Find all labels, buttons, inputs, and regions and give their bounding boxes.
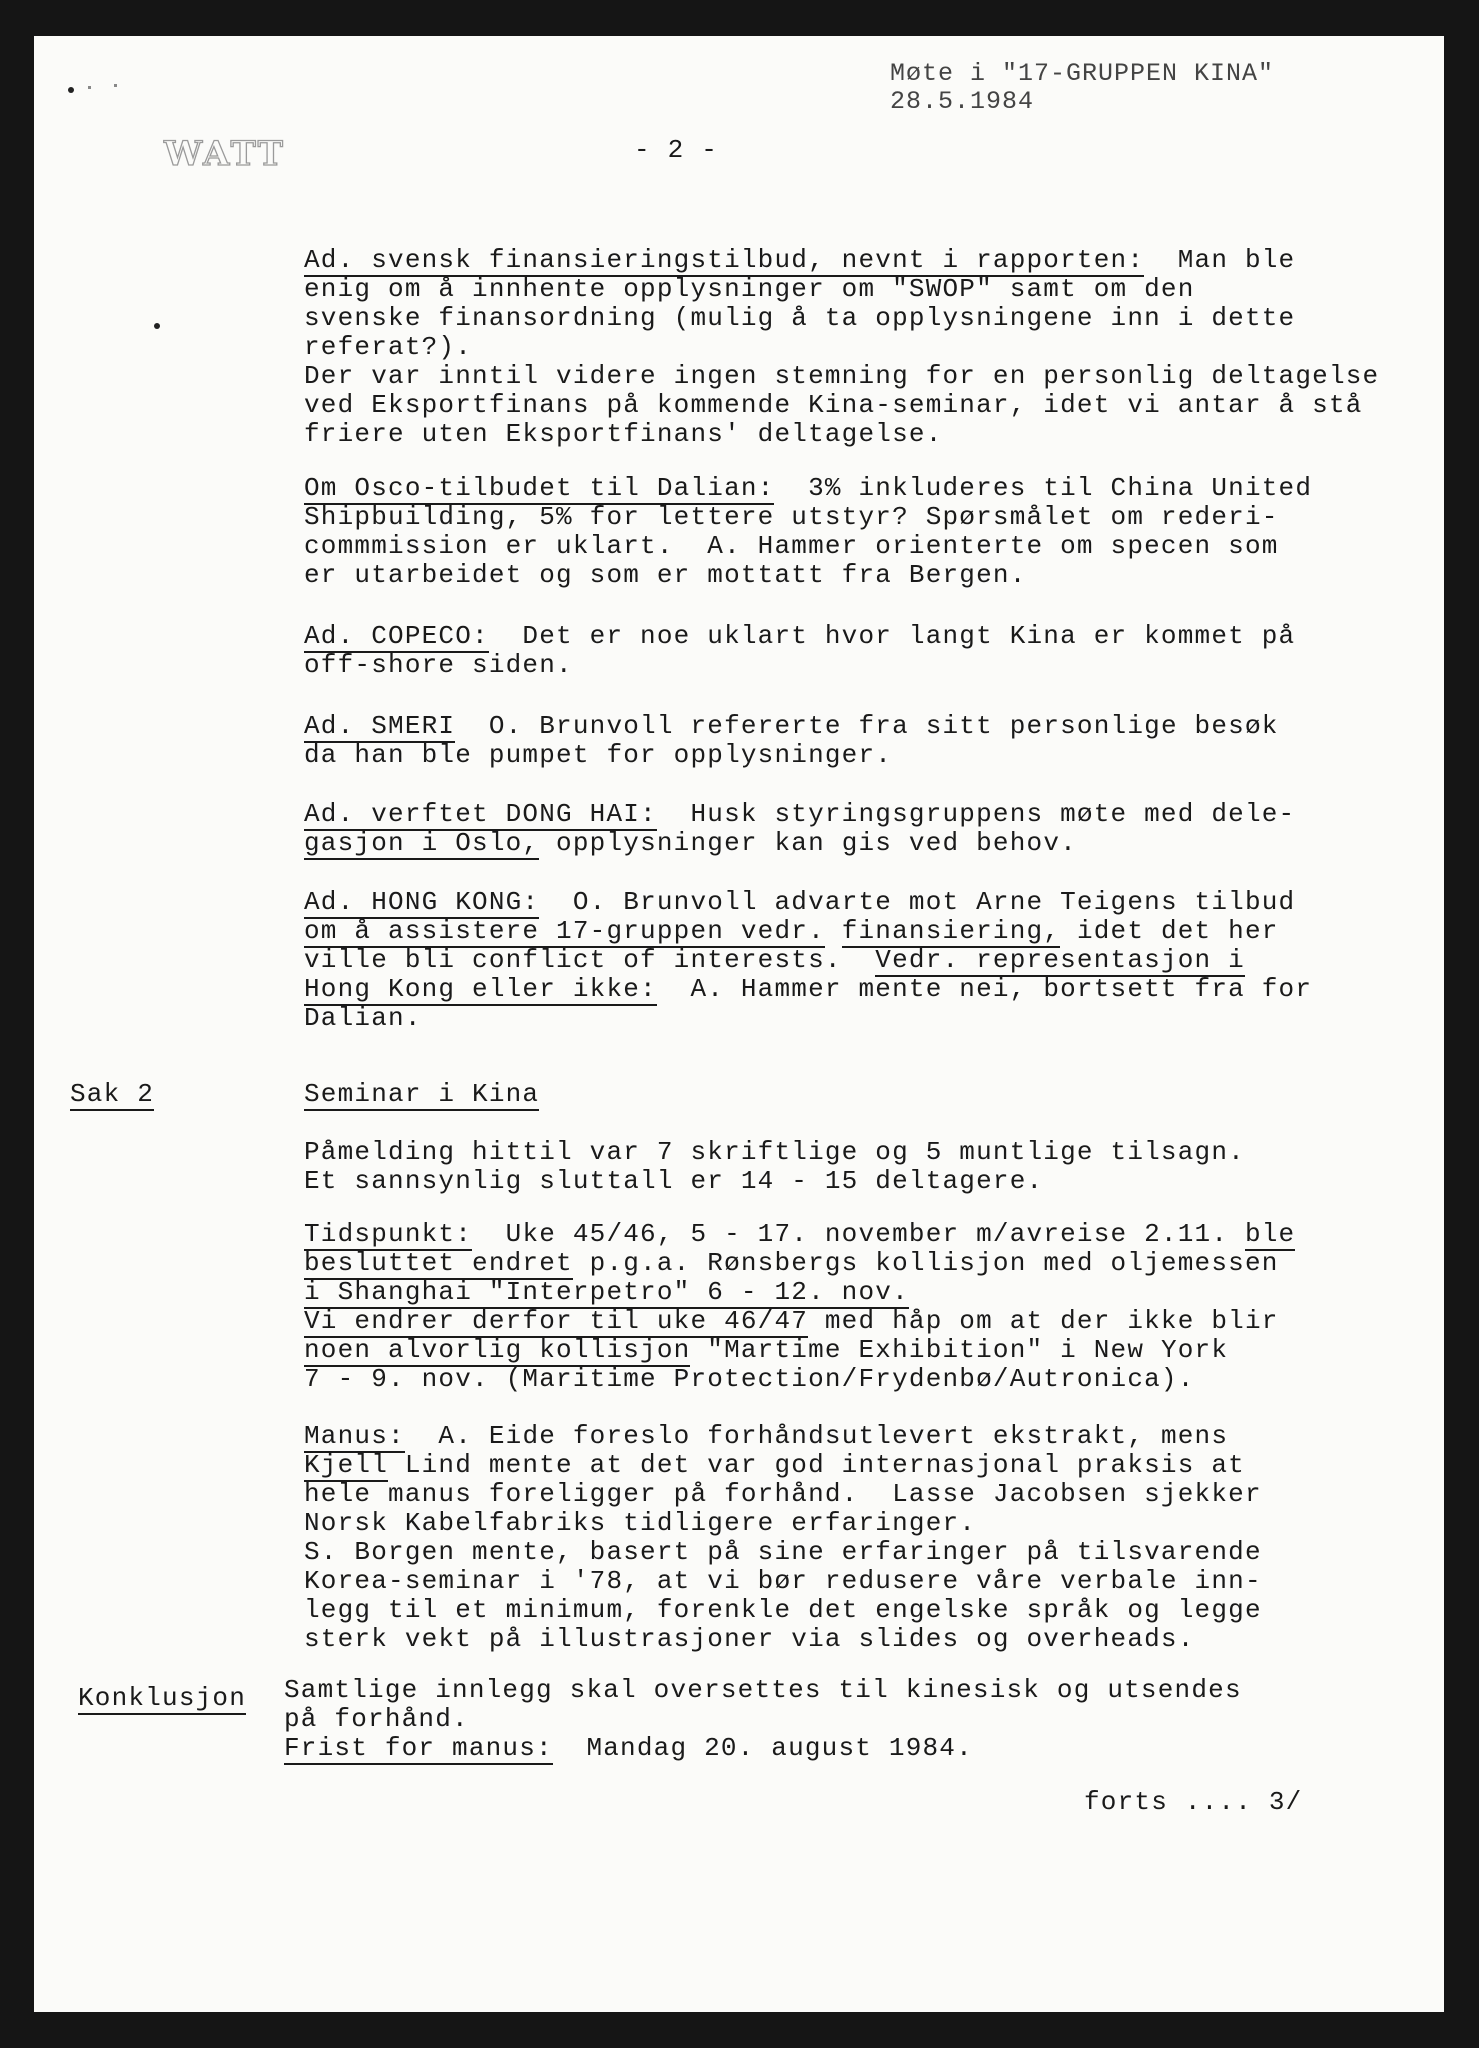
tidspunkt-rest: Uke 45/46, 5 - 17. november m/avreise 2.11. <box>472 1219 1245 1249</box>
sak2-tidspunkt <box>304 1220 1295 1394</box>
section-copeco <box>304 622 1295 680</box>
smeri-heading: Ad. SMERI <box>304 711 456 741</box>
speck-mark <box>114 84 117 87</box>
finans-heading: Ad. svensk finansieringstilbud, nevnt i rapporten: <box>304 245 1145 275</box>
konklusjon-line: Samtlige innlegg skal oversettes til kinesisk og utsendes <box>284 1675 1242 1705</box>
copeco-heading: Ad. COPECO: <box>304 621 489 651</box>
osco-heading: Om Osco-tilbudet til Dalian: <box>304 473 775 503</box>
konklusjon-label: Konklusjon <box>78 1683 247 1713</box>
attendance-line: Et sannsynlig sluttall er 14 - 15 deltagere. <box>304 1166 1044 1196</box>
hongkong-first-rest: O. Brunvoll advarte mot Arne Teigens tilbud <box>539 887 1296 917</box>
smeri-line: da han ble pumpet for opplysninger. <box>304 740 893 770</box>
osco-line: er utarbeidet og som er mottatt fra Bergen. <box>304 560 1027 590</box>
finans-line: svenske finansordning (mulig å ta opplysningene inn i dette <box>304 303 1296 333</box>
manus-line: Norsk Kabelfabriks tidligere erfaringer. <box>304 1508 977 1538</box>
smeri-first-rest: O. Brunvoll refererte fra sitt personlige besøk <box>455 711 1279 741</box>
hongkong-underlined: Hong Kong eller ikke: <box>304 974 657 1004</box>
watt-logo: WATT <box>164 134 286 174</box>
donghai-heading: Ad. verftet DONG HAI: <box>304 799 657 829</box>
section-hongkong <box>304 888 1312 1033</box>
section-finans <box>304 246 1379 449</box>
copeco-first-rest: Det er noe uklart hvor langt Kina er kommet på <box>488 621 1296 651</box>
section-donghai <box>304 800 1295 858</box>
hongkong-line3: ville bli conflict of interests. <box>304 945 876 975</box>
hongkong-line2-rest: idet det her <box>1060 916 1279 946</box>
sak2-manus <box>304 1422 1262 1654</box>
document-page <box>34 36 1444 2012</box>
finans-first-rest: Man ble <box>1144 245 1296 275</box>
section-konklusjon <box>284 1676 1242 1763</box>
tidspunkt-underlined: ble <box>1244 1219 1296 1249</box>
hongkong-line5: Dalian. <box>304 1003 422 1033</box>
tidspunkt-underlined: besluttet endret <box>304 1248 573 1278</box>
finans-line: friere uten Eksportfinans' deltagelse. <box>304 419 943 449</box>
sak2-label: Sak 2 <box>70 1079 155 1109</box>
section-smeri <box>304 712 1279 770</box>
hongkong-line4-rest: A. Hammer mente nei, bortsett fra for <box>656 974 1313 1004</box>
tidspunkt-heading: Tidspunkt: <box>304 1219 473 1249</box>
finans-line: Der var inntil videre ingen stemning for en personlig deltagelse <box>304 361 1380 391</box>
manus-line: S. Borgen mente, basert på sine erfaringer på tilsvarende <box>304 1537 1262 1567</box>
konklusjon-line: på forhånd. <box>284 1704 469 1734</box>
donghai-underlined: gasjon i Oslo, <box>304 828 540 858</box>
finans-line: enig om å innhente opplysninger om "SWOP" samt om den <box>304 274 1195 304</box>
tidspunkt-underlined: i Shanghai "Interpetro" 6 - 12. nov. <box>304 1277 909 1307</box>
manus-line: hele manus foreligger på forhånd. Lasse Jacobsen sjekker <box>304 1479 1262 1509</box>
section-osco <box>304 474 1312 590</box>
frist-rest: Mandag 20. august 1984. <box>552 1733 973 1763</box>
hongkong-underlined: finansiering, <box>841 916 1061 946</box>
manus-line: legg til et minimum, forenkle det engelske språk og legge <box>304 1595 1262 1625</box>
meeting-title: Møte i "17-GRUPPEN KINA" <box>890 59 1275 88</box>
manus-heading: Manus: <box>304 1421 405 1451</box>
osco-first-rest: 3% inkluderes til China United <box>774 473 1313 503</box>
manus-rest: A. Eide foreslo forhåndsutlevert ekstrakt, mens <box>404 1421 1229 1451</box>
donghai-first-rest: Husk styringsgruppens møte med dele- <box>656 799 1296 829</box>
frist-heading: Frist for manus: <box>284 1733 553 1763</box>
manus-line: sterk vekt på illustrasjoner via slides og overheads. <box>304 1624 1195 1654</box>
tidspunkt-line6: 7 - 9. nov. (Maritime Protection/Frydenbø/Autronica). <box>304 1364 1195 1394</box>
finans-line: ved Eksportfinans på kommende Kina-seminar, idet vi antar å stå <box>304 390 1363 420</box>
speck-mark <box>88 86 91 89</box>
meeting-date: 28.5.1984 <box>890 87 1035 116</box>
tidspunkt-rest5: "Martime Exhibition" i New York <box>690 1335 1229 1365</box>
osco-line: commmission er uklart. A. Hammer orienterte om specen som <box>304 531 1279 561</box>
punch-mark <box>68 87 74 93</box>
manus-rest2: Lind mente at det var god internasjonal praksis at <box>388 1450 1245 1480</box>
manus-underlined: Kjell <box>304 1450 389 1480</box>
attendance-line: Påmelding hittil var 7 skriftlige og 5 muntlige tilsagn. <box>304 1137 1245 1167</box>
osco-line: Shipbuilding, 5% for lettere utstyr? Spørsmålet om rederi- <box>304 502 1279 532</box>
copeco-line: off-shore siden. <box>304 650 573 680</box>
margin-dot <box>154 323 160 329</box>
hongkong-heading: Ad. HONG KONG: <box>304 887 540 917</box>
tidspunkt-underlined: Vi endrer derfor til uke 46/47 <box>304 1306 809 1336</box>
continuation-note: forts .... 3/ <box>1084 1787 1303 1817</box>
tidspunkt-underlined: noen alvorlig kollisjon <box>304 1335 691 1365</box>
donghai-line2-rest: opplysninger kan gis ved behov. <box>539 828 1077 858</box>
section-sak2 <box>304 1080 539 1109</box>
hongkong-underlined: om å assistere 17-gruppen vedr. <box>304 916 825 946</box>
page-number: - 2 - <box>634 135 719 165</box>
tidspunkt-rest4: med håp om at der ikke blir <box>808 1306 1279 1336</box>
hongkong-underlined: Vedr. representasjon i <box>875 945 1245 975</box>
tidspunkt-rest2: p.g.a. Rønsbergs kollisjon med oljemessen <box>572 1248 1279 1278</box>
manus-line: Korea-seminar i '78, at vi bør redusere våre verbale inn- <box>304 1566 1262 1596</box>
finans-line: referat?). <box>304 332 473 362</box>
sak2-attendance <box>304 1138 1245 1196</box>
sak2-title: Seminar i Kina <box>304 1079 540 1109</box>
